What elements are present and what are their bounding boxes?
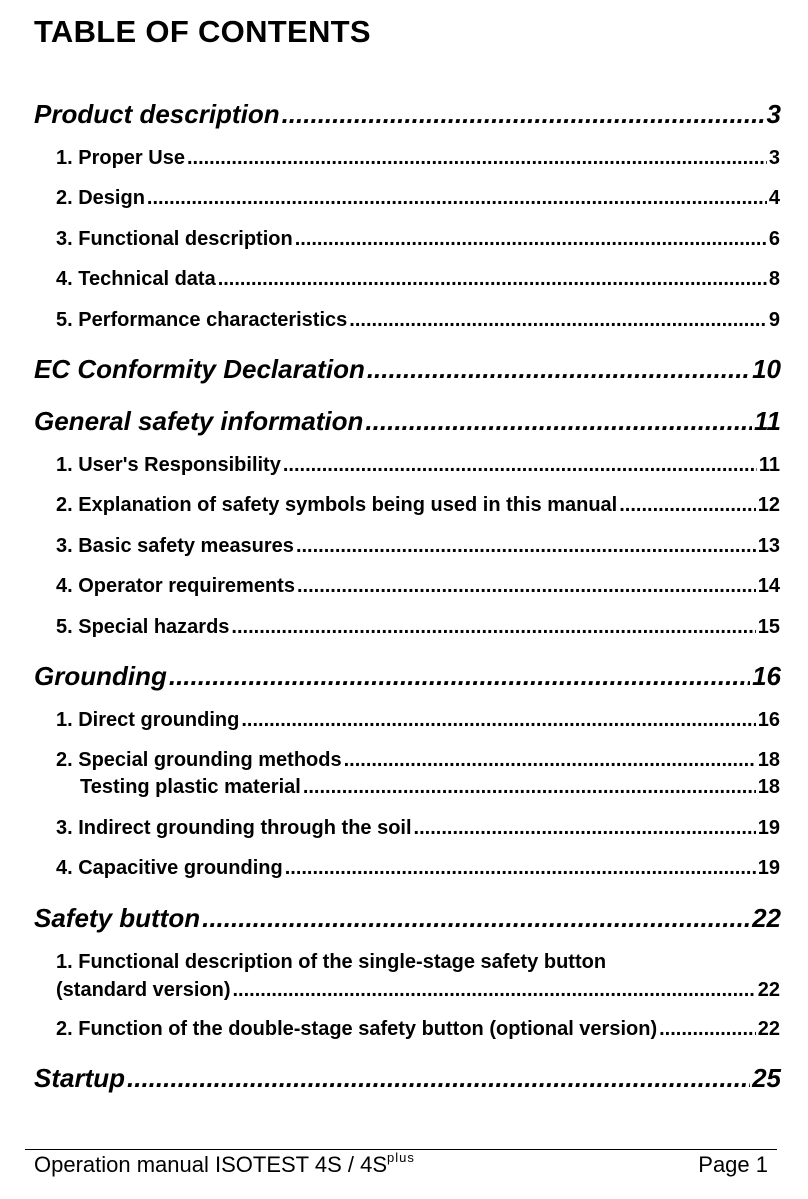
toc-page: 10: [752, 354, 781, 384]
dot-leader: [282, 99, 765, 130]
toc-item[interactable]: [56, 454, 780, 477]
dot-leader: [202, 903, 750, 934]
toc-page: 4: [768, 187, 780, 209]
toc-label: 4. Capacitive grounding: [56, 857, 283, 879]
dot-leader: [147, 187, 767, 210]
toc-page: 15: [757, 616, 780, 638]
toc-page: 12: [757, 494, 780, 516]
toc-page: 22: [752, 903, 781, 933]
footer-page-number: Page 1: [698, 1152, 768, 1177]
dot-leader: [187, 147, 767, 170]
toc-page: 22: [757, 1018, 780, 1040]
toc-item[interactable]: [56, 616, 780, 639]
toc-label: 4. Operator requirements: [56, 575, 295, 597]
toc-item[interactable]: [56, 535, 780, 558]
toc-label: 1. Proper Use: [56, 147, 185, 169]
toc-item[interactable]: [56, 228, 780, 251]
toc-label: Grounding: [34, 661, 167, 691]
toc-label: 2. Explanation of safety symbols being used in this manual: [56, 494, 618, 516]
page-title: TABLE OF CONTENTS: [34, 14, 371, 49]
toc-item[interactable]: [56, 817, 780, 840]
dot-leader: [303, 776, 756, 799]
dot-leader: [232, 979, 755, 1002]
toc-item[interactable]: [56, 268, 780, 291]
dot-leader: [414, 817, 756, 840]
dot-leader: [285, 857, 756, 880]
toc-label: 5. Special hazards: [56, 616, 230, 638]
toc-item[interactable]: [56, 309, 780, 332]
toc-item[interactable]: [56, 749, 780, 772]
dot-leader: [218, 268, 767, 291]
dot-leader: [241, 709, 755, 732]
toc-page: 18: [757, 776, 780, 798]
dot-leader: [365, 406, 752, 437]
dot-leader: [297, 575, 756, 598]
toc-item[interactable]: [56, 857, 780, 880]
toc-page: 14: [757, 575, 780, 597]
dot-leader: [619, 494, 756, 517]
toc-label: EC Conformity Declaration: [34, 354, 365, 384]
footer-manual-text: Operation manual ISOTEST 4S / 4S: [34, 1152, 387, 1177]
toc-page: 6: [768, 228, 780, 250]
dot-leader: [367, 354, 750, 385]
toc-page: 16: [757, 709, 780, 731]
toc-label: 1. Direct grounding: [56, 709, 240, 731]
dot-leader: [283, 454, 757, 477]
toc-label: 3. Indirect grounding through the soil: [56, 817, 412, 839]
toc-page: 19: [757, 817, 780, 839]
toc-label: 3. Functional description: [56, 228, 293, 250]
toc-item[interactable]: [56, 979, 780, 1002]
toc-section-grounding[interactable]: [34, 661, 781, 692]
toc-item[interactable]: [56, 575, 780, 598]
toc-label: Product description: [34, 99, 280, 129]
toc-page: 11: [758, 454, 780, 476]
toc-page: 3: [768, 147, 780, 169]
toc-section-startup[interactable]: [34, 1063, 781, 1094]
dot-leader: [349, 309, 767, 332]
footer-superscript: plus: [387, 1150, 415, 1165]
toc-page: 3: [766, 99, 781, 129]
toc-label: 2. Design: [56, 187, 145, 209]
dot-leader: [344, 749, 756, 772]
toc-label: Testing plastic material: [80, 776, 301, 798]
dot-leader: [296, 535, 756, 558]
dot-leader: [231, 616, 755, 639]
toc-label: 1. User's Responsibility: [56, 454, 281, 476]
dot-leader: [659, 1018, 756, 1041]
toc-page: 13: [757, 535, 780, 557]
toc-label: 5. Performance characteristics: [56, 309, 348, 331]
dot-leader: [127, 1063, 750, 1094]
toc-item[interactable]: [56, 147, 780, 170]
toc-label: (standard version): [56, 979, 231, 1001]
footer-manual-title: [34, 1152, 415, 1178]
toc-item[interactable]: [56, 1018, 780, 1041]
toc-label: 4. Technical data: [56, 268, 216, 290]
toc-section-general-safety[interactable]: [34, 406, 781, 437]
toc-item-label-line1[interactable]: 1. Functional description of the single-stage safety button: [56, 951, 607, 973]
toc-label: 2. Function of the double-stage safety button (optional version): [56, 1018, 658, 1040]
toc-item[interactable]: [56, 494, 780, 517]
toc-label: Safety button: [34, 903, 201, 933]
toc-label: General safety information: [34, 406, 364, 436]
toc-page: 8: [768, 268, 780, 290]
toc-section-safety-button[interactable]: [34, 903, 781, 934]
toc-page: 22: [757, 979, 780, 1001]
toc-item[interactable]: [80, 776, 780, 799]
toc-page: 11: [754, 406, 781, 436]
toc-page: 18: [757, 749, 780, 771]
toc-label: Startup: [34, 1063, 125, 1093]
toc-label: 2. Special grounding methods: [56, 749, 342, 771]
dot-leader: [295, 228, 767, 251]
toc-page: 25: [752, 1063, 781, 1093]
dot-leader: [169, 661, 750, 692]
toc-page: 9: [768, 309, 780, 331]
toc-page: 16: [752, 661, 781, 691]
toc-label: 3. Basic safety measures: [56, 535, 294, 557]
toc-item[interactable]: [56, 709, 780, 732]
toc-section-ec-conformity[interactable]: [34, 354, 781, 385]
toc-section-product-description[interactable]: [34, 99, 781, 130]
toc-item[interactable]: [56, 187, 780, 210]
toc-page: 19: [757, 857, 780, 879]
